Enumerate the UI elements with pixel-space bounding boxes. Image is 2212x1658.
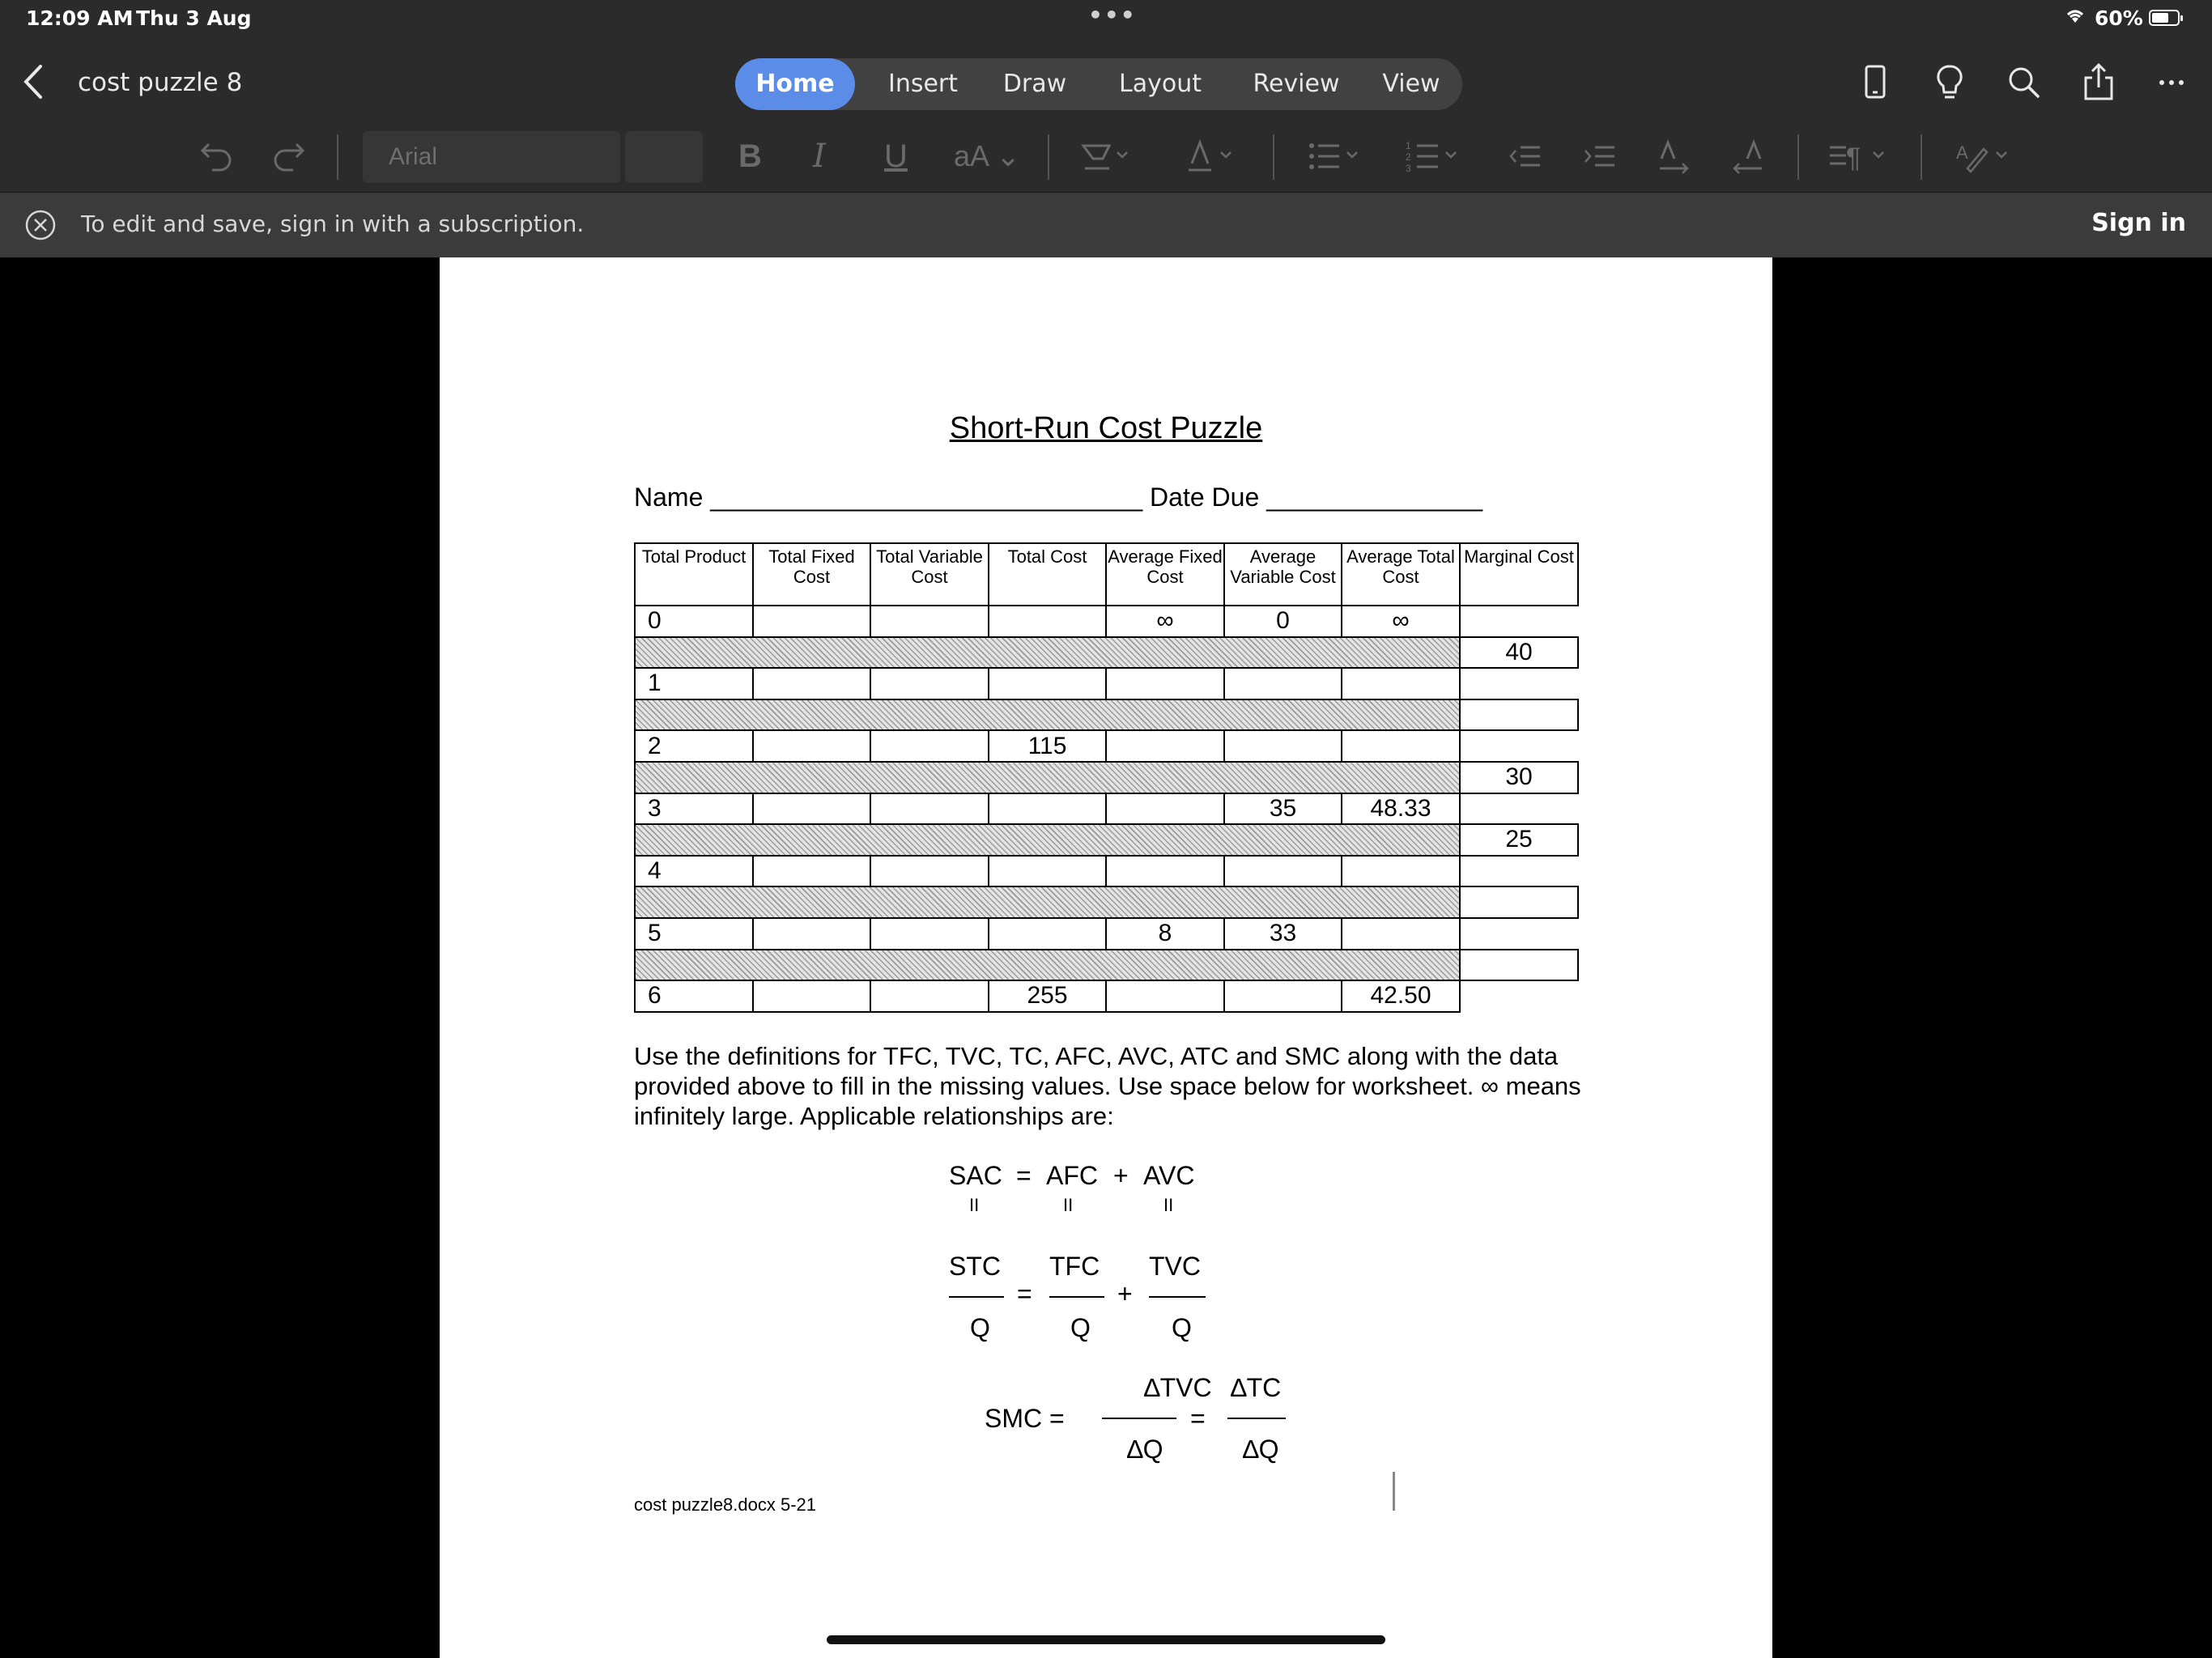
table-row bbox=[635, 918, 1578, 950]
ribbon-tabs bbox=[735, 58, 1462, 110]
marginal-cost-cell[interactable]: 40 bbox=[1460, 637, 1578, 669]
table-cell[interactable] bbox=[870, 793, 989, 825]
eq-equals-vertical: II bbox=[969, 1195, 980, 1215]
table-cell[interactable] bbox=[1224, 856, 1342, 887]
subscription-banner bbox=[0, 193, 2212, 257]
title-bar bbox=[0, 37, 2212, 128]
hatched-cell bbox=[635, 886, 1460, 918]
table-cell[interactable] bbox=[753, 980, 870, 1012]
font-color-icon[interactable] bbox=[1182, 138, 1239, 175]
numbering-icon[interactable] bbox=[1406, 138, 1464, 175]
table-cell[interactable] bbox=[870, 730, 989, 762]
undo-icon[interactable] bbox=[198, 138, 236, 175]
toolbar-divider bbox=[1797, 134, 1799, 180]
back-chevron-icon[interactable] bbox=[18, 62, 50, 102]
font-size-field[interactable] bbox=[625, 131, 703, 183]
table-cell[interactable] bbox=[1106, 980, 1224, 1012]
quantity-cell[interactable]: 4 bbox=[635, 856, 753, 887]
table-cell[interactable]: ∞ bbox=[1106, 606, 1224, 637]
eq-delta-q: ∆Q bbox=[1243, 1435, 1279, 1464]
marginal-cost-cell[interactable] bbox=[1460, 699, 1578, 731]
underline-button[interactable]: U bbox=[884, 138, 908, 174]
eq-q: Q bbox=[970, 1313, 990, 1342]
hatched-cell bbox=[635, 762, 1460, 793]
table-spacer-cell bbox=[1460, 793, 1578, 825]
eq-tvc: TVC bbox=[1149, 1252, 1201, 1281]
table-cell[interactable]: 115 bbox=[989, 730, 1106, 762]
decrease-indent-icon[interactable] bbox=[1508, 138, 1543, 175]
font-size-label: aA bbox=[954, 139, 989, 172]
font-size-toggle-button[interactable]: aA ⌄ bbox=[954, 139, 1021, 172]
quantity-cell[interactable]: 1 bbox=[635, 668, 753, 699]
eq-smc: SMC = bbox=[985, 1404, 1065, 1433]
format-toolbar bbox=[0, 128, 2212, 193]
eq-delta-q: ∆Q bbox=[1127, 1435, 1163, 1464]
table-cell[interactable] bbox=[753, 730, 870, 762]
tab-insert[interactable]: Insert bbox=[887, 70, 959, 98]
tab-home[interactable]: Home bbox=[735, 58, 855, 110]
status-bar bbox=[0, 0, 2212, 37]
marginal-row bbox=[635, 762, 1578, 793]
table-cell[interactable] bbox=[870, 856, 989, 887]
table-row bbox=[635, 730, 1578, 762]
tab-layout[interactable]: Layout bbox=[1119, 70, 1202, 98]
table-header-cell: Total Variable Cost bbox=[870, 543, 989, 606]
table-cell[interactable] bbox=[753, 668, 870, 699]
eq-delta-tc: ∆TC bbox=[1231, 1373, 1282, 1402]
status-time: 12:09 AM bbox=[26, 6, 134, 30]
cost-table bbox=[634, 542, 1579, 1013]
table-spacer-cell bbox=[1460, 606, 1578, 637]
table-cell[interactable] bbox=[989, 918, 1106, 950]
marginal-row bbox=[635, 950, 1578, 981]
eq-q: Q bbox=[1172, 1313, 1192, 1342]
table-cell[interactable] bbox=[989, 668, 1106, 699]
document-title[interactable]: cost puzzle 8 bbox=[78, 68, 243, 97]
mobile-view-icon[interactable] bbox=[1854, 62, 1896, 104]
fraction-bar bbox=[1227, 1418, 1286, 1419]
table-spacer-cell bbox=[1460, 980, 1578, 1012]
paragraph-marks-icon[interactable] bbox=[1828, 138, 1890, 175]
eq-equals-sign: = bbox=[1017, 1279, 1032, 1308]
table-cell[interactable] bbox=[870, 980, 989, 1012]
table-spacer-cell bbox=[1460, 668, 1578, 699]
text-cursor bbox=[1393, 1472, 1395, 1511]
table-cell[interactable] bbox=[753, 793, 870, 825]
quantity-cell[interactable]: 3 bbox=[635, 793, 753, 825]
banner-message: To edit and save, sign in with a subscription. bbox=[81, 210, 585, 237]
table-cell[interactable] bbox=[870, 918, 989, 950]
table-cell[interactable] bbox=[989, 856, 1106, 887]
table-cell[interactable] bbox=[1106, 730, 1224, 762]
battery-icon bbox=[2149, 10, 2180, 26]
table-header-cell: Total Cost bbox=[989, 543, 1106, 606]
table-cell[interactable] bbox=[753, 606, 870, 637]
tab-review[interactable]: Review bbox=[1253, 70, 1340, 98]
table-row bbox=[635, 606, 1578, 637]
table-row bbox=[635, 856, 1578, 887]
eq-plus-sign: + bbox=[1117, 1279, 1133, 1308]
table-spacer-cell bbox=[1460, 730, 1578, 762]
text-direction-rtl-icon[interactable] bbox=[1731, 138, 1767, 175]
svg-text:3: 3 bbox=[1406, 163, 1411, 174]
eq-afc: AFC bbox=[1046, 1161, 1098, 1190]
table-row bbox=[635, 668, 1578, 699]
table-header-cell: Average Variable Cost bbox=[1224, 543, 1342, 606]
sign-in-button[interactable]: Sign in bbox=[2091, 209, 2186, 237]
eq-equals-vertical: II bbox=[1163, 1195, 1174, 1215]
eq-equals-sign: = bbox=[1190, 1404, 1206, 1433]
svg-text:¶: ¶ bbox=[1846, 142, 1861, 173]
fraction-bar bbox=[949, 1296, 1004, 1298]
table-header-cell: Marginal Cost bbox=[1460, 543, 1578, 606]
bullets-icon[interactable] bbox=[1307, 138, 1365, 175]
table-cell[interactable] bbox=[753, 918, 870, 950]
eq-avc: AVC bbox=[1143, 1161, 1195, 1190]
marginal-cost-cell[interactable]: 25 bbox=[1460, 824, 1578, 856]
table-cell[interactable] bbox=[989, 793, 1106, 825]
document-footer: cost puzzle8.docx 5-21 bbox=[634, 1494, 817, 1515]
table-cell[interactable] bbox=[989, 606, 1106, 637]
table-cell[interactable] bbox=[1224, 668, 1342, 699]
toolbar-divider bbox=[1921, 134, 1922, 180]
close-banner-icon[interactable] bbox=[24, 209, 57, 241]
table-row bbox=[635, 793, 1578, 825]
eq-delta-tvc: ∆TVC bbox=[1144, 1373, 1212, 1402]
marginal-row bbox=[635, 886, 1578, 918]
highlight-icon[interactable] bbox=[1077, 138, 1134, 175]
eq-plus-sign: + bbox=[1113, 1161, 1129, 1190]
table-cell[interactable] bbox=[1224, 980, 1342, 1012]
italic-button[interactable]: I bbox=[813, 138, 826, 175]
table-cell[interactable]: 255 bbox=[989, 980, 1106, 1012]
hatched-cell bbox=[635, 637, 1460, 669]
marginal-cost-cell[interactable] bbox=[1460, 886, 1578, 918]
table-cell[interactable]: ∞ bbox=[1342, 606, 1460, 637]
home-indicator[interactable] bbox=[827, 1635, 1385, 1644]
table-cell[interactable] bbox=[870, 668, 989, 699]
instructions-text: Use the definitions for TFC, TVC, TC, AFC, AVC, ATC and SMC along with the data provided above to fill in the missing values. Use space below for worksheet. ∞ means infinitely large. Applicable relationships are: bbox=[634, 1042, 1581, 1130]
table-cell[interactable] bbox=[753, 856, 870, 887]
table-header-cell: Total Fixed Cost bbox=[753, 543, 870, 606]
more-icon[interactable] bbox=[2150, 62, 2193, 104]
search-icon[interactable] bbox=[2003, 62, 2045, 104]
table-cell[interactable]: 0 bbox=[1224, 606, 1342, 637]
share-icon[interactable] bbox=[2078, 62, 2120, 104]
marginal-cost-cell[interactable]: 30 bbox=[1460, 762, 1578, 793]
table-cell[interactable]: 48.33 bbox=[1342, 793, 1460, 825]
table-cell[interactable] bbox=[1342, 918, 1460, 950]
table-spacer-cell bbox=[1460, 918, 1578, 950]
tab-view[interactable]: View bbox=[1382, 70, 1440, 98]
table-cell[interactable]: 8 bbox=[1106, 918, 1224, 950]
multitasking-dots-icon[interactable]: ••• bbox=[1088, 2, 1137, 28]
marginal-cost-cell[interactable] bbox=[1460, 950, 1578, 981]
document-heading: Short-Run Cost Puzzle bbox=[949, 411, 1263, 445]
document-page[interactable] bbox=[440, 257, 1772, 1658]
svg-text:1: 1 bbox=[1406, 140, 1411, 151]
table-spacer-cell bbox=[1460, 856, 1578, 887]
table-cell[interactable] bbox=[1106, 793, 1224, 825]
eq-q: Q bbox=[1070, 1313, 1091, 1342]
eq-equals-sign: = bbox=[1016, 1161, 1032, 1190]
table-cell[interactable] bbox=[1224, 730, 1342, 762]
battery-percent: 60% bbox=[2095, 6, 2143, 30]
svg-text:2: 2 bbox=[1406, 151, 1411, 163]
table-header-cell: Average Total Cost bbox=[1342, 543, 1460, 606]
fraction-bar bbox=[1102, 1418, 1176, 1419]
eq-stc: STC bbox=[949, 1252, 1001, 1281]
name-date-line: Name ______________________________ Date Due _______________ bbox=[634, 483, 1483, 512]
font-name-field[interactable]: Arial bbox=[363, 131, 620, 183]
toolbar-divider bbox=[337, 134, 338, 180]
tab-draw[interactable]: Draw bbox=[1002, 70, 1067, 98]
quantity-cell[interactable]: 0 bbox=[635, 606, 753, 637]
quantity-cell[interactable]: 2 bbox=[635, 730, 753, 762]
table-header-cell: Total Product bbox=[635, 543, 753, 606]
increase-indent-icon[interactable] bbox=[1582, 138, 1618, 175]
table-cell[interactable] bbox=[870, 606, 989, 637]
eq-sac: SAC bbox=[949, 1161, 1002, 1190]
eq-equals-vertical: II bbox=[1063, 1195, 1074, 1215]
table-cell[interactable] bbox=[1342, 856, 1460, 887]
redo-icon[interactable] bbox=[269, 138, 308, 175]
table-cell[interactable]: 35 bbox=[1224, 793, 1342, 825]
table-cell[interactable]: 33 bbox=[1224, 918, 1342, 950]
text-direction-ltr-icon[interactable] bbox=[1657, 138, 1692, 175]
eq-tfc: TFC bbox=[1049, 1252, 1100, 1281]
table-cell[interactable]: 42.50 bbox=[1342, 980, 1460, 1012]
fraction-bar bbox=[1149, 1296, 1206, 1298]
lightbulb-icon[interactable] bbox=[1929, 62, 1971, 104]
table-cell[interactable] bbox=[1342, 730, 1460, 762]
table-cell[interactable] bbox=[1106, 668, 1224, 699]
svg-text:A: A bbox=[1956, 142, 1968, 163]
table-header-cell: Average Fixed Cost bbox=[1106, 543, 1224, 606]
hatched-cell bbox=[635, 824, 1460, 856]
wifi-icon bbox=[2065, 6, 2086, 29]
table-cell[interactable] bbox=[1106, 856, 1224, 887]
marginal-row bbox=[635, 637, 1578, 669]
table-header-row bbox=[635, 543, 1578, 606]
quantity-cell[interactable]: 5 bbox=[635, 918, 753, 950]
bold-button[interactable]: B bbox=[738, 138, 762, 174]
hatched-cell bbox=[635, 699, 1460, 731]
status-date: Thu 3 Aug bbox=[136, 6, 252, 30]
marginal-row bbox=[635, 699, 1578, 731]
table-row bbox=[635, 980, 1578, 1012]
quantity-cell[interactable]: 6 bbox=[635, 980, 753, 1012]
table-cell[interactable] bbox=[1342, 668, 1460, 699]
toolbar-divider bbox=[1048, 134, 1049, 180]
marginal-row bbox=[635, 824, 1578, 856]
hatched-cell bbox=[635, 950, 1460, 981]
styles-icon[interactable] bbox=[1955, 138, 2016, 175]
fraction-bar bbox=[1049, 1296, 1104, 1298]
toolbar-divider bbox=[1273, 134, 1274, 180]
